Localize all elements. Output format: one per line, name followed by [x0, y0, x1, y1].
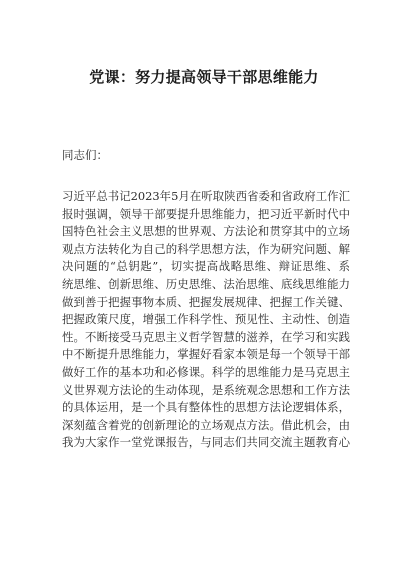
- paragraph-line: 习近平总书记2023年5月在听取陕西省委和省政府工作汇: [62, 189, 350, 203]
- paragraph-line: 观点方法转化为自己的科学思想方法，作为研究问题、解: [62, 241, 350, 256]
- paragraph-line: 义世界观方法论的生动体现，是系统观念思想和工作方法: [62, 382, 350, 397]
- salutation: 同志们：: [62, 148, 108, 162]
- paragraph-line: 做好工作的基本功和必修课。科学的思维能力是马克思主: [62, 364, 350, 379]
- body-paragraph: [62, 188, 350, 452]
- paragraph-line: 国特色社会主义思想的世界观、方法论和贯穿其中的立场: [62, 224, 350, 239]
- paragraph-line: 深刻蕴含着党的创新理论的立场观点方法。借此机会，由: [62, 417, 350, 432]
- paragraph-line: 统思维、创新思维、历史思维、法治思维、底线思维能力: [62, 276, 350, 291]
- document-title: 党课：努力提高领导干部思维能力: [89, 68, 319, 86]
- paragraph-line: 决问题的“总钥匙”，切实提高战略思维、辩证思维、系: [62, 259, 350, 274]
- paragraph-line: 做到善于把握事物本质、把握发展规律、把握工作关键、: [62, 294, 350, 309]
- paragraph-line: 性。不断接受马克思主义哲学智慧的滋养，在学习和实践: [62, 329, 350, 344]
- paragraph-line: 我为大家作一堂党课报告，与同志们共同交流主题教育心: [62, 435, 350, 450]
- paragraph-line: 中不断提升思维能力，掌握好看家本领是每一个领导干部: [62, 347, 350, 362]
- paragraph-line: 报时强调，领导干部要提升思维能力，把习近平新时代中: [62, 206, 350, 221]
- paragraph-line: 的具体运用，是一个具有整体性的思想方法论逻辑体系，: [62, 400, 350, 415]
- paragraph-line: 把握政策尺度，增强工作科学性、预见性、主动性、创造: [62, 312, 350, 327]
